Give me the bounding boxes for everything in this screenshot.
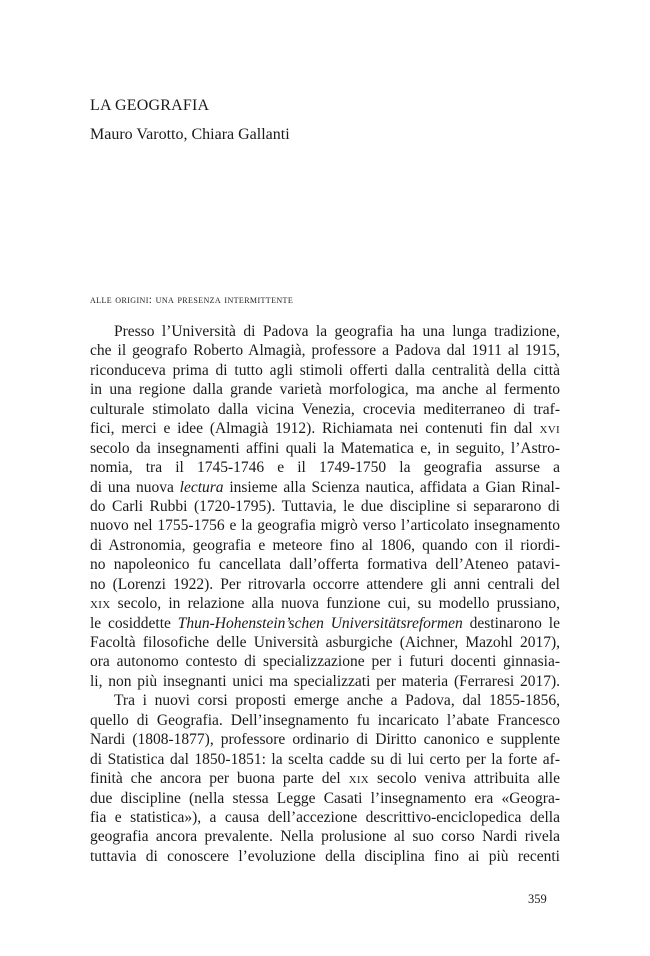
text-line: finità che ancora per buona parte del xix secolo veniva attribuita alle (90, 770, 560, 788)
section-heading: alle origini: una presenza intermittente (90, 294, 294, 306)
text-line: di una nuova lectura insieme alla Scienza nautica, affidata a Gian Rinal- (90, 478, 560, 496)
chapter-title: LA GEOGRAFIA (90, 97, 210, 114)
text-line: do Carli Rubbi (1720-1795). Tuttavia, le due discipline si separarono di (90, 497, 560, 515)
text-line: fia e statistica»), a causa dell’accezione descrittivo-enciclopedica della (90, 808, 560, 826)
text-line: quello di Geografia. Dell’insegnamento fu incaricato l’abate Francesco (90, 711, 560, 729)
chapter-authors: Mauro Varotto, Chiara Gallanti (90, 126, 290, 143)
text-line: due discipline (nella stessa Legge Casati l’insegnamento era «Geogra- (90, 789, 560, 807)
text-line: di Astronomia, geografia e meteore fino al 1806, quando con il riordi- (90, 536, 560, 554)
text-line: secolo da insegnamenti affini quali la Matematica e, in seguito, l’Astro- (90, 439, 560, 457)
text-line: Presso l’Università di Padova la geografia ha una lunga tradizione, (114, 323, 560, 340)
text-line: nomia, tra il 1745-1746 e il 1749-1750 la geografia assurse a (90, 459, 560, 477)
text-line: riconduceva prima di tutto agli stimoli offerti dalla centralità della città (90, 361, 560, 379)
text-line: in una regione dalla grande varietà morfologica, ma anche al fermento (90, 381, 560, 399)
text-line: culturale stimolato dalla vicina Venezia, crocevia mediterraneo di traf- (90, 400, 560, 418)
text-line: xix secolo, in relazione alla nuova funzione cui, su modello prussiano, (90, 595, 560, 613)
text-line: li, non più insegnanti unici ma specializzati per materia (Ferraresi 2017). (90, 672, 560, 690)
text-line: di Statistica dal 1850-1851: la scelta cadde su di lui certo per la forte af- (90, 750, 560, 768)
text-line: Nardi (1808-1877), professore ordinario di Diritto canonico e supplente (90, 731, 560, 749)
text-line: fici, merci e idee (Almagià 1912). Richiamata nei contenuti fin dal xvi (90, 420, 560, 438)
text-line: ora autonomo contesto di specializzazione per i futuri docenti ginnasia- (90, 653, 560, 671)
text-line: no napoleonico fu cancellata dall’offerta formativa dell’Ateneo patavi- (90, 556, 560, 574)
text-line: che il geografo Roberto Almagià, professore a Padova dal 1911 al 1915, (90, 342, 560, 360)
text-line: tuttavia di conoscere l’evoluzione della disciplina fino ai più recenti (90, 847, 560, 865)
text-line: no (Lorenzi 1922). Per ritrovarla occorre attendere gli anni centrali del (90, 575, 560, 593)
text-line: Facoltà filosofiche delle Università asburgiche (Aichner, Mazohl 2017), (90, 634, 560, 651)
page-number: 359 (528, 892, 547, 906)
text-line: geografia ancora prevalente. Nella prolusione al suo corso Nardi rivela (90, 828, 560, 846)
text-line: nuovo nel 1755-1756 e la geografia migrò verso l’articolato insegnamento (90, 517, 560, 535)
text-line: Tra i nuovi corsi proposti emerge anche a Padova, dal 1855-1856, (114, 692, 560, 710)
text-line: le cosiddette Thun-Hohenstein’schen Universitätsreformen destinarono le (90, 614, 560, 632)
body-text (90, 322, 560, 866)
